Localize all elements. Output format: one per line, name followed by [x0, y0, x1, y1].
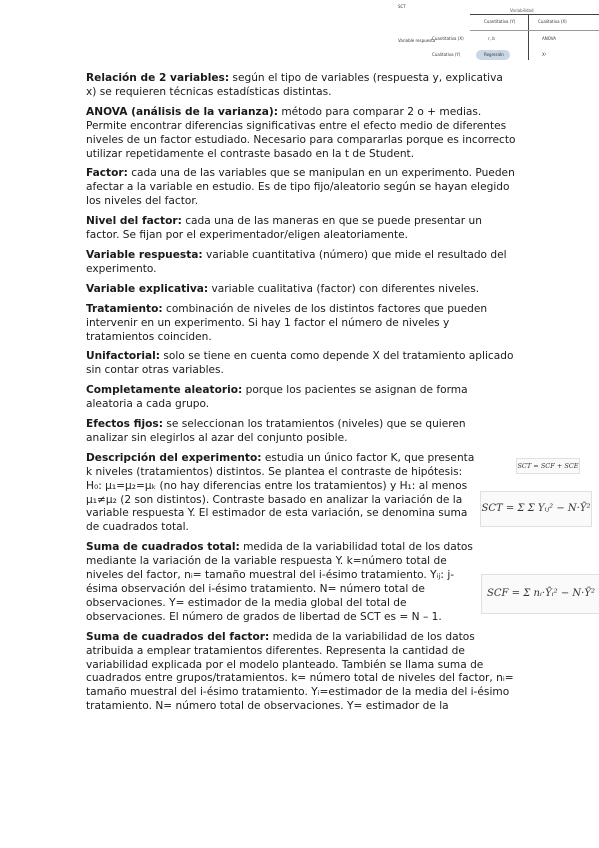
- table-row-label: Cuantitativa (X): [432, 36, 464, 41]
- definition-text: se seleccionan los tratamientos (niveles) que se quieren analizar sin elegirlos al azar del conjunto posible.: [86, 418, 466, 444]
- definition-term: Nivel del factor:: [86, 215, 182, 228]
- definition-term: Variable respuesta:: [86, 248, 203, 261]
- definition-term: Variable explicativa:: [86, 282, 209, 295]
- definition-paragraph: [86, 631, 516, 714]
- table-header: SCT: [398, 4, 406, 9]
- definition-paragraph: [86, 167, 516, 209]
- formula-sct-decomposition: SCT = SCF + SCE: [516, 458, 580, 474]
- definition-term: ANOVA (análisis de la varianza):: [86, 105, 278, 118]
- document-body: [86, 72, 516, 720]
- table-cell: r, b: [488, 36, 495, 41]
- table-divider: [528, 14, 529, 60]
- definition-paragraph: [86, 249, 516, 277]
- definition-term: Suma de cuadrados total:: [86, 541, 240, 554]
- table-cell: X²: [542, 52, 547, 57]
- definition-text: variable cualitativa (factor) con diferentes niveles.: [208, 282, 480, 295]
- table-row-label: Variable respuesta: [398, 38, 436, 43]
- definition-text: cada una de las maneras en que se puede presentar un factor. Se fijan por el experimentador/eligen aleatoriamente.: [86, 215, 482, 242]
- table-row-label: Cualitativa (Y): [432, 52, 461, 57]
- table-divider: [470, 30, 599, 31]
- table-cell: Regresión: [484, 52, 504, 57]
- table-col-header: Cuantitativa (Y): [484, 19, 516, 24]
- definition-text: variable cuantitativa (número) que mide el resultado del experimento.: [86, 248, 507, 275]
- definition-term: Efectos fijos:: [86, 418, 163, 431]
- definition-text: medida de la variabilidad total de los datos mediante la variación de la variable respuesta Y. k=número total de niveles del factor, nᵢ= tamaño muestral del i-ésimo tratamiento. Yᵢⱼ: j-ésima observación del i-ésimo tratamiento. N= número total de observaciones. Y= estimador de la media global del total de observaciones. El número de grados de libertad de SCT es = N – 1.: [86, 541, 473, 623]
- definition-text: combinación de niveles de los distintos factores que pueden intervenir en un experimento. Si hay 1 factor el número de niveles y tratamientos coinciden.: [86, 302, 488, 343]
- definition-paragraph: [86, 350, 516, 378]
- definition-text: método para comparar 2 o + medias. Permite encontrar diferencias significativas entre el efecto medio de diferentes niveles de un factor estudiado. Necesario para compararlas porque es incorrecto utilizar repetidamente el contraste basado en la t de Student.: [86, 105, 516, 160]
- summary-table-thumbnail: [392, 0, 599, 64]
- definition-term: Suma de cuadrados del factor:: [86, 630, 270, 643]
- definition-term: Completamente aleatorio:: [86, 384, 243, 397]
- formula-scf: SCF = Σ nᵢ·Ȳᵢ² − N·Ȳ²: [481, 574, 599, 614]
- table-caption: Variabilidad: [510, 8, 534, 13]
- definition-text: solo se tiene en cuenta como depende X del tratamiento aplicado sin contar otras variables.: [86, 350, 514, 377]
- table-col-header: Cualitativa (X): [538, 19, 567, 24]
- definition-paragraph: [86, 452, 478, 535]
- definition-text: cada una de las variables que se manipulan en un experimento. Pueden afectar a la variable en estudio. Es de tipo fijo/aleatorio según se hayan elegido los niveles del factor.: [86, 167, 515, 208]
- definition-term: Factor:: [86, 167, 128, 180]
- definition-text: porque los pacientes se asignan de forma aleatoria a cada grupo.: [86, 384, 468, 411]
- definition-text: medida de la variabilidad de los datos atribuida a emplear tratamientos diferentes. Representa la cantidad de variabilidad explicada por el modelo planteado. También se llama suma de cuadrados entre grupos/tratamientos. k= número total de niveles del factor, nᵢ= tamaño muestral del i-ésimo tratamiento. Yᵢ=estimador de la media del i-ésimo tratamiento. N= número total de observaciones. Y= estimador de la: [86, 630, 514, 713]
- definition-paragraph: [86, 72, 516, 100]
- definition-paragraph: [86, 106, 516, 162]
- table-cell: ANOVA: [542, 36, 557, 41]
- definition-paragraph: [86, 303, 516, 345]
- definition-paragraph: [86, 541, 478, 624]
- definition-paragraph: [86, 418, 478, 446]
- definition-paragraph: [86, 215, 516, 243]
- definition-paragraph: [86, 283, 516, 297]
- definition-term: Tratamiento:: [86, 302, 163, 315]
- definition-term: Descripción del experimento:: [86, 451, 262, 464]
- definition-term: Relación de 2 variables:: [86, 72, 230, 84]
- formula-sct: SCT = Σ Σ Yᵢⱼ² − N·Ȳ²: [480, 491, 592, 527]
- definition-text: estudia un único factor K, que presenta k niveles (tratamientos) distintos. Se plantea el contraste de hipótesis: H₀: μ₁=μ₂=μₖ (no hay diferencias entre los tratamientos) y H₁: al menos μ₁≠μ₂ (2 son distintos). Contraste basado en analizar la variación de la variable respuesta Y. El estimador de esta variación, se denomina suma de cuadrados total.: [86, 451, 475, 534]
- definition-text: según el tipo de variables (respuesta y, explicativa x) se requieren técnicas estadísticas distintas.: [86, 72, 503, 98]
- definition-term: Unifactorial:: [86, 350, 161, 363]
- definition-paragraph: [86, 384, 516, 412]
